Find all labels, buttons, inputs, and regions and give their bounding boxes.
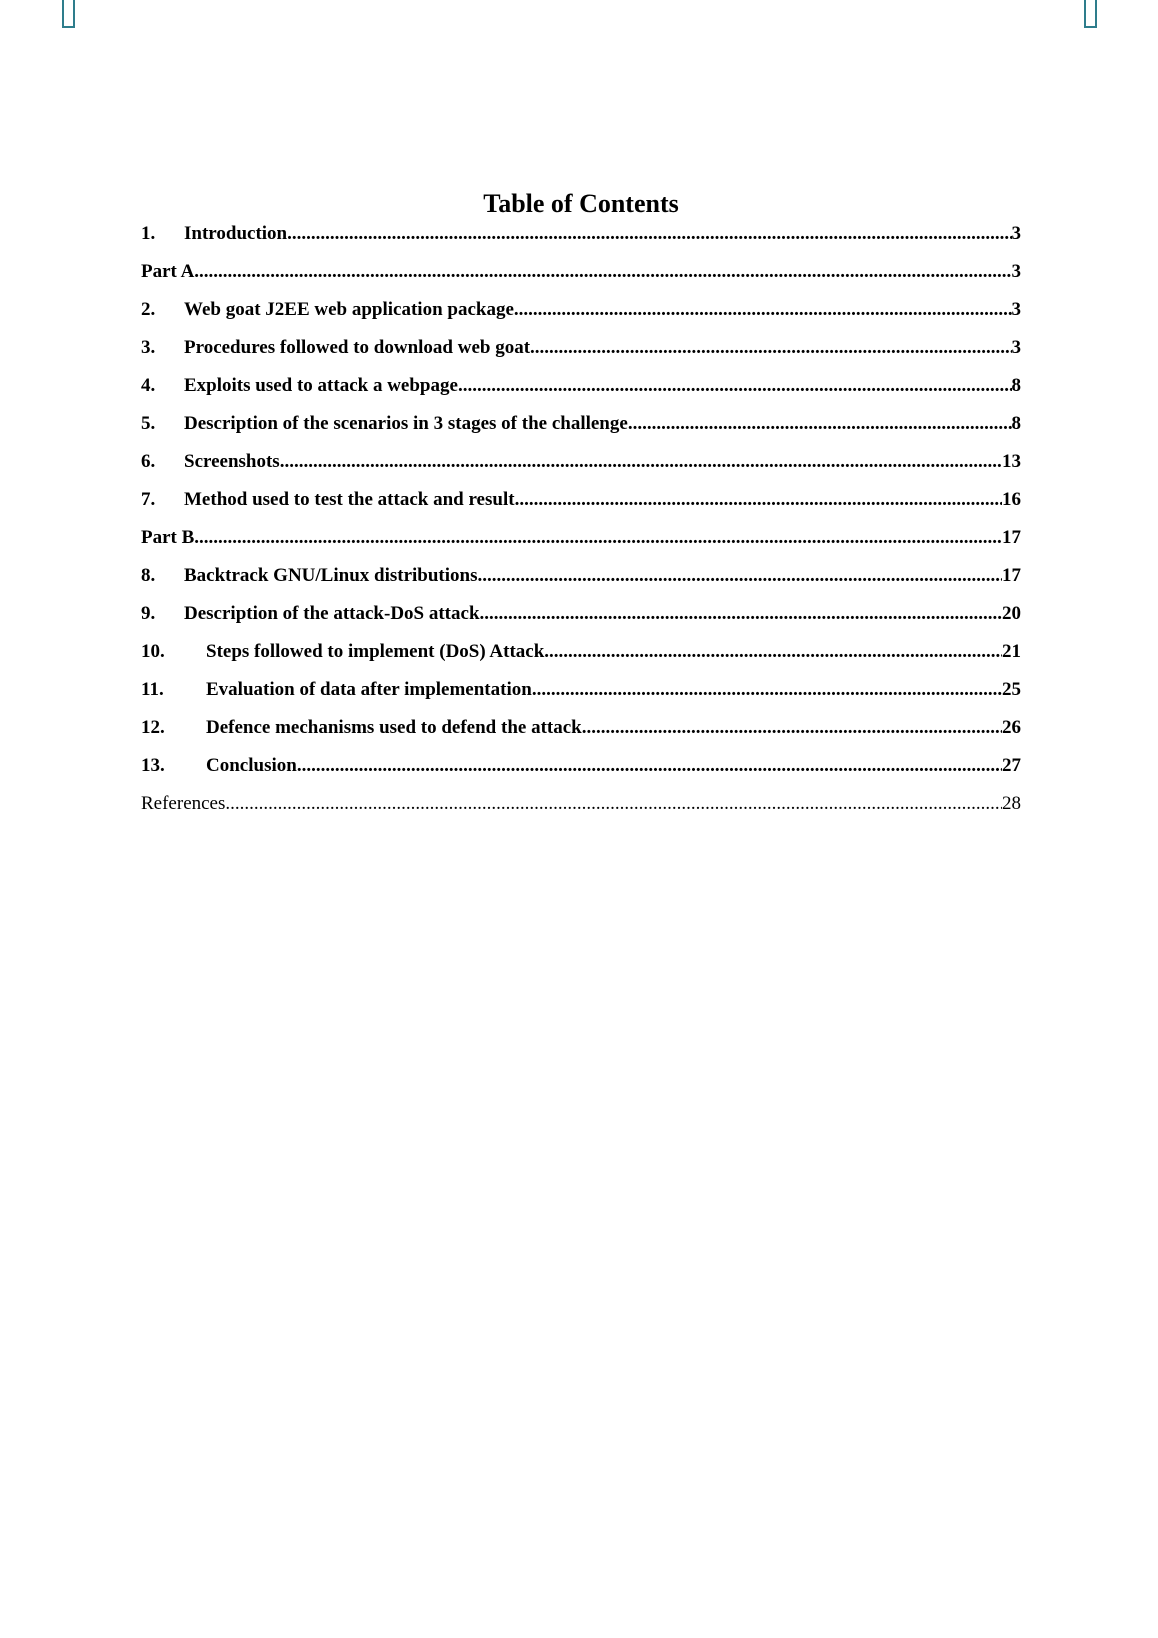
toc-dot-leader [458,374,1012,398]
toc-entry-text: Introduction [184,223,288,244]
toc-entry-page-number: 16 [1002,489,1021,510]
toc-dot-leader [514,298,1012,322]
toc-entry[interactable] [141,374,1021,412]
toc-entry-page-number: 27 [1002,755,1021,776]
toc-dot-leader [480,602,1002,626]
toc-entry-number: 4. [141,375,156,396]
toc-list [141,222,1021,830]
toc-entry-text: Part B [141,527,195,548]
toc-dot-leader [628,412,1012,436]
toc-entry-text: Description of the scenarios in 3 stages of the challenge [184,413,628,434]
left-corner-mark [62,0,75,28]
toc-entry-number: 11. [141,679,164,700]
toc-entry-number: 8. [141,565,156,586]
toc-entry-number: 1. [141,223,156,244]
toc-dot-leader [225,792,1002,816]
toc-dot-leader [530,336,1011,360]
toc-title: Table of Contents [483,189,679,218]
toc-entry-page-number: 25 [1002,679,1021,700]
toc-entry[interactable] [141,488,1021,526]
toc-entry-text: Description of the attack-DoS attack [184,603,480,624]
toc-dot-leader [297,754,1002,778]
toc-entry[interactable] [141,640,1021,678]
toc-entry[interactable] [141,754,1021,792]
toc-entry-page-number: 3 [1011,223,1021,244]
toc-entry-page-number: 13 [1002,451,1021,472]
toc-entry-page-number: 20 [1002,603,1021,624]
toc-entry-number: 12. [141,717,165,738]
table-of-contents [141,186,1021,830]
toc-entry-text: Method used to test the attack and result [184,489,515,510]
toc-dot-leader [280,450,1002,474]
toc-entry-page-number: 8 [1011,413,1021,434]
toc-entry[interactable] [141,792,1021,830]
toc-entry-text: Evaluation of data after implementation [206,679,532,700]
toc-entry-page-number: 3 [1011,261,1021,282]
toc-entry-page-number: 17 [1002,527,1021,548]
toc-entry-number: 3. [141,337,156,358]
toc-entry[interactable] [141,602,1021,640]
toc-entry-text: Part A [141,261,195,282]
toc-entry-number: 7. [141,489,156,510]
toc-entry[interactable] [141,526,1021,564]
toc-entry[interactable] [141,564,1021,602]
toc-entry[interactable] [141,222,1021,260]
toc-entry-text: References [141,793,226,814]
toc-dot-leader [478,564,1003,588]
toc-entry-text: Web goat J2EE web application package [184,299,514,320]
toc-dot-leader [582,716,1002,740]
toc-dot-leader [532,678,1002,702]
toc-entry-number: 13. [141,755,165,776]
toc-entry[interactable] [141,716,1021,754]
right-corner-mark [1084,0,1097,28]
toc-entry-page-number: 28 [1002,793,1021,814]
toc-entry-text: Steps followed to implement (DoS) Attack [206,641,545,662]
toc-entry-text: Conclusion [206,755,297,776]
toc-entry-text: Defence mechanisms used to defend the attack [206,717,582,738]
toc-entry[interactable] [141,412,1021,450]
toc-entry-number: 10. [141,641,165,662]
toc-entry-text: Exploits used to attack a webpage [184,375,458,396]
toc-entry-page-number: 26 [1002,717,1021,738]
toc-entry-page-number: 3 [1011,337,1021,358]
toc-dot-leader [194,260,1011,284]
toc-dot-leader [544,640,1002,664]
toc-dot-leader [194,526,1002,550]
toc-dot-leader [515,488,1002,512]
toc-entry-page-number: 8 [1011,375,1021,396]
toc-dot-leader [287,222,1011,246]
toc-entry-page-number: 3 [1011,299,1021,320]
toc-entry-page-number: 21 [1002,641,1021,662]
toc-entry-number: 9. [141,603,156,624]
toc-entry[interactable] [141,260,1021,298]
toc-entry-text: Backtrack GNU/Linux distributions [184,565,478,586]
toc-entry-number: 2. [141,299,156,320]
toc-entry-text: Screenshots [184,451,280,472]
toc-entry-page-number: 17 [1002,565,1021,586]
toc-entry-number: 5. [141,413,156,434]
toc-entry-text: Procedures followed to download web goat [184,337,531,358]
toc-entry[interactable] [141,336,1021,374]
toc-entry-number: 6. [141,451,156,472]
toc-entry[interactable] [141,450,1021,488]
toc-entry[interactable] [141,298,1021,336]
toc-entry[interactable] [141,678,1021,716]
